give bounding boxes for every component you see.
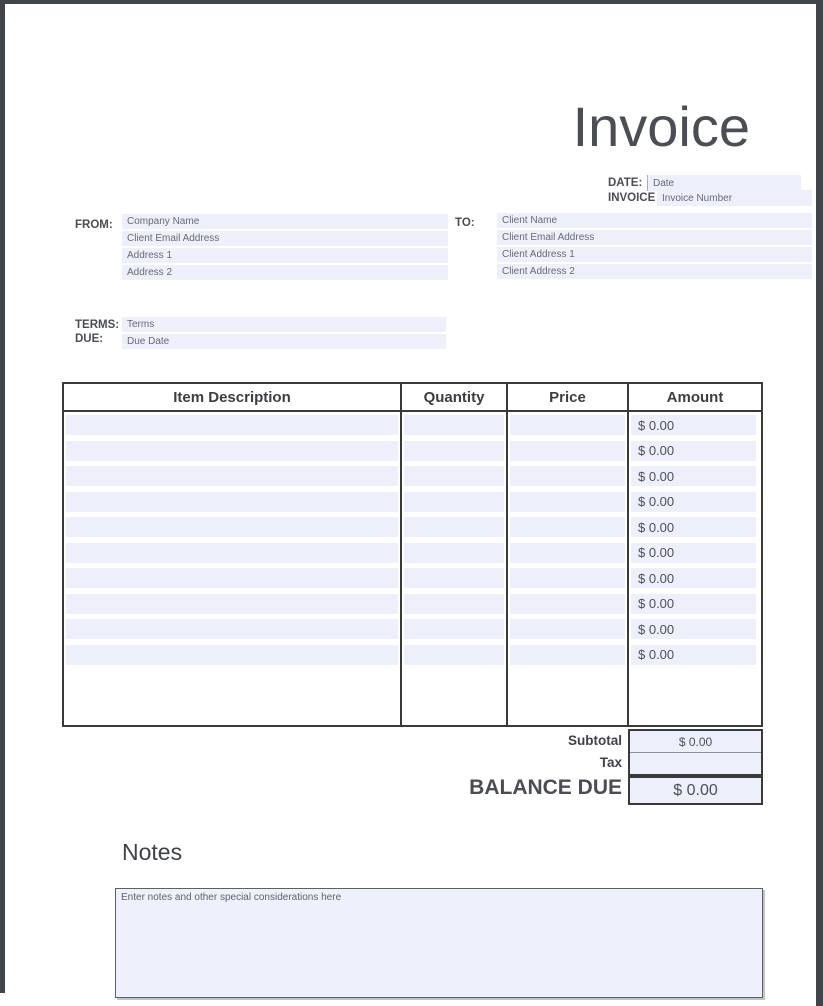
from-label: FROM:	[75, 219, 113, 231]
quantity-field[interactable]	[404, 619, 504, 639]
to-fields	[497, 213, 812, 281]
quantity-field[interactable]	[404, 441, 504, 461]
page-border-left	[0, 0, 5, 993]
description-field[interactable]	[66, 517, 398, 537]
items-table-header	[64, 384, 761, 412]
price-field[interactable]	[510, 466, 625, 486]
terms-input[interactable]	[122, 317, 446, 332]
price-field[interactable]	[510, 568, 625, 588]
quantity-field[interactable]	[404, 645, 504, 665]
quantity-field[interactable]	[404, 517, 504, 537]
date-input[interactable]	[647, 175, 801, 191]
price-field[interactable]	[510, 415, 625, 435]
date-label: DATE:	[608, 177, 643, 189]
from-address2-input[interactable]	[122, 265, 448, 280]
from-company-input[interactable]	[122, 214, 448, 229]
tax-value[interactable]	[630, 752, 761, 774]
amount-field[interactable]: $ 0.00	[631, 543, 756, 563]
description-field[interactable]	[66, 415, 398, 435]
from-fields	[122, 214, 448, 282]
description-field[interactable]	[66, 568, 398, 588]
items-table-body	[64, 412, 761, 725]
terms-label: TERMS:	[75, 319, 120, 331]
header-price: Price	[506, 384, 627, 410]
quantity-field[interactable]	[404, 492, 504, 512]
to-email-input[interactable]	[497, 230, 812, 245]
description-field[interactable]	[66, 619, 398, 639]
amount-field[interactable]: $ 0.00	[631, 492, 756, 512]
from-email-input[interactable]	[122, 231, 448, 246]
items-table	[62, 382, 763, 727]
column-quantity	[400, 412, 506, 725]
column-price	[506, 412, 627, 725]
quantity-field[interactable]	[404, 415, 504, 435]
page-border-right	[816, 0, 823, 1006]
description-field[interactable]	[66, 492, 398, 512]
amount-field[interactable]: $ 0.00	[631, 645, 756, 665]
quantity-field[interactable]	[404, 568, 504, 588]
to-address2-input[interactable]	[497, 264, 812, 279]
amount-field[interactable]: $ 0.00	[631, 466, 756, 486]
amount-field[interactable]: $ 0.00	[631, 415, 756, 435]
price-field[interactable]	[510, 619, 625, 639]
header-quantity: Quantity	[400, 384, 506, 410]
price-field[interactable]	[510, 517, 625, 537]
notes-textarea[interactable]	[115, 888, 763, 998]
tax-label: Tax	[599, 755, 622, 770]
to-label: TO:	[455, 217, 475, 229]
amount-field[interactable]: $ 0.00	[631, 441, 756, 461]
to-client-name-input[interactable]	[497, 213, 812, 228]
amount-field[interactable]: $ 0.00	[631, 594, 756, 614]
description-field[interactable]	[66, 594, 398, 614]
page-border-top	[0, 0, 823, 4]
quantity-field[interactable]	[404, 594, 504, 614]
balance-due-label: BALANCE DUE	[469, 776, 622, 799]
description-field[interactable]	[66, 466, 398, 486]
amount-field[interactable]: $ 0.00	[631, 517, 756, 537]
from-address1-input[interactable]	[122, 248, 448, 263]
price-field[interactable]	[510, 645, 625, 665]
due-label: DUE:	[75, 333, 104, 345]
page-title: Invoice	[572, 95, 750, 158]
column-description	[64, 412, 400, 725]
header-item-description: Item Description	[173, 388, 291, 406]
price-field[interactable]	[510, 441, 625, 461]
price-field[interactable]	[510, 543, 625, 563]
balance-due-value: $ 0.00	[628, 776, 763, 805]
due-date-input[interactable]	[122, 334, 446, 349]
quantity-field[interactable]	[404, 466, 504, 486]
header-amount: Amount	[627, 384, 761, 410]
description-field[interactable]	[66, 441, 398, 461]
summary-box	[628, 729, 763, 776]
subtotal-label: Subtotal	[568, 733, 622, 748]
description-field[interactable]	[66, 543, 398, 563]
to-address1-input[interactable]	[497, 247, 812, 262]
notes-heading: Notes	[122, 839, 183, 865]
invoice-number-input[interactable]	[657, 190, 812, 206]
description-field[interactable]	[66, 645, 398, 665]
amount-field[interactable]: $ 0.00	[631, 619, 756, 639]
amount-field[interactable]: $ 0.00	[631, 568, 756, 588]
price-field[interactable]	[510, 492, 625, 512]
column-amount	[627, 412, 761, 725]
price-field[interactable]	[510, 594, 625, 614]
subtotal-value[interactable]: $ 0.00	[678, 734, 713, 749]
invoice-number-label: INVOICE	[608, 192, 656, 204]
quantity-field[interactable]	[404, 543, 504, 563]
